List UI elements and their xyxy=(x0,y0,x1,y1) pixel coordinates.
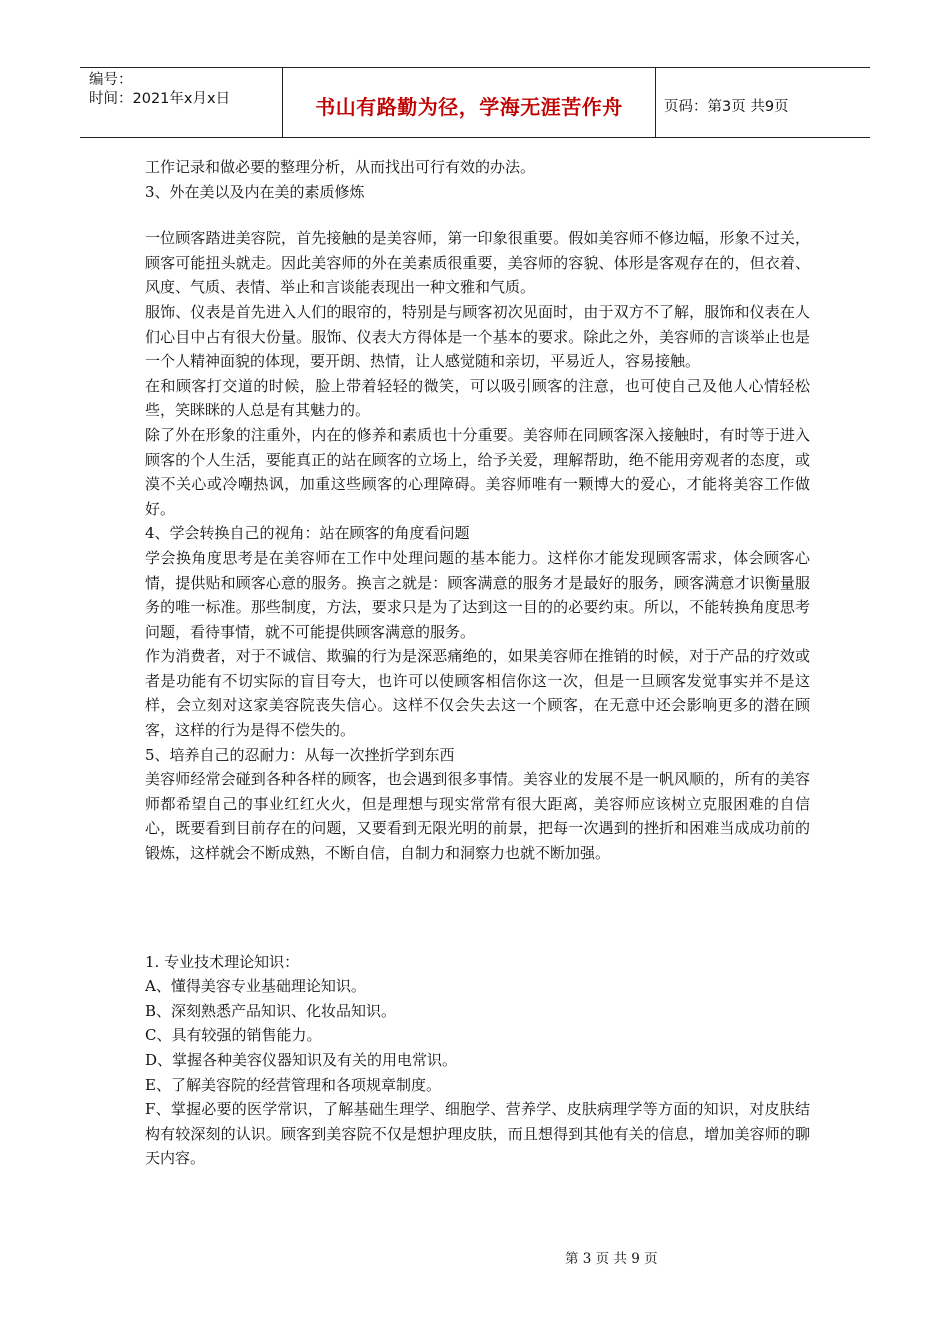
page-footer: 第 3 页 共 9 页 xyxy=(565,1251,658,1267)
header-page-label: 页码：第3页 共9页 xyxy=(664,99,789,115)
section-heading: 3、外在美以及内在美的素质修炼 xyxy=(145,182,365,201)
paragraph: 一位顾客踏进美容院，首先接触的是美容师，第一印象很重要。假如美容师不修边幅，形象不过关，顾客可能扭头就走。因此美容师的外在美素质很重要，美容师的容貌、体形是客观存在的，但衣着、风度、气质、表情、举止和言谈能表现出一种文雅和气质。 xyxy=(145,229,810,297)
document-body xyxy=(145,155,810,1171)
list-item: E、了解美容院的经营管理和各项规章制度。 xyxy=(145,1075,441,1094)
section-heading: 5、培养自己的忍耐力：从每一次挫折学到东西 xyxy=(145,745,455,764)
header-meta xyxy=(89,71,279,109)
header-divider xyxy=(655,68,656,137)
list-heading: 1. 专业技术理论知识： xyxy=(145,952,300,971)
list-item: A、懂得美容专业基础理论知识。 xyxy=(145,977,366,996)
paragraph: 学会换角度思考是在美容师在工作中处理问题的基本能力。这样你才能发现顾客需求，体会顾客心情，提供贴和顾客心意的服务。换言之就是：顾客满意的服务才是最好的服务，顾客满意才识衡量服务的唯一标准。那些制度，方法，要求只是为了达到这一目的的必要约束。所以，不能转换角度思考问题，看待事情，就不可能提供顾客满意的服务。 xyxy=(145,548,810,641)
list-item: C、具有较强的销售能力。 xyxy=(145,1026,322,1045)
paragraph: 工作记录和做必要的整理分析，从而找出可行有效的办法。 xyxy=(145,158,536,176)
document-header xyxy=(80,67,870,138)
paragraph: 在和顾客打交道的时候，脸上带着轻轻的微笑，可以吸引顾客的注意，也可使自己及他人心情轻松些，笑眯眯的人总是有其魅力的。 xyxy=(145,376,810,420)
list-item: B、深刻熟悉产品知识、化妆品知识。 xyxy=(145,1001,397,1020)
paragraph: 除了外在形象的注重外，内在的修养和素质也十分重要。美容师在同顾客深入接触时，有时等于进入顾客的个人生活，要能真正的站在顾客的立场上，给予关爱，理解帮助，绝不能用旁观者的态度，或漠不关心或冷嘲热讽，加重这些顾客的心理障碍。美容师唯有一颗博大的爱心，才能将美容工作做好。 xyxy=(145,425,810,518)
section-heading: 4、学会转换自己的视角：站在顾客的角度看问题 xyxy=(145,524,470,543)
list-item: D、掌握各种美容仪器知识及有关的用电常识。 xyxy=(145,1051,458,1069)
header-code-label: 编号： xyxy=(89,72,133,88)
header-date-label: 时间：2021年x月x日 xyxy=(89,91,231,107)
paragraph: 作为消费者，对于不诚信、欺骗的行为是深恶痛绝的，如果美容师在推销的时候，对于产品的疗效或者是功能有不切实际的盲目夸大，也许可以使顾客相信你这一次，但是一旦顾客发觉事实并不是这样，会立刻对这家美容院丧失信心。这样不仅会失去这一个顾客，在无意中还会影响更多的潜在顾客，这样的行为是得不偿失的。 xyxy=(145,647,810,740)
spacer xyxy=(145,204,810,226)
list-item: F、掌握必要的医学常识，了解基础生理学、细胞学、营养学、皮肤病理学等方面的知识，对皮肤结构有较深刻的认识。顾客到美容院不仅是想护理皮肤，而且想得到其他有关的信息，增加美容师的聊天内容。 xyxy=(145,1100,810,1168)
spacer xyxy=(145,866,810,950)
paragraph: 服饰、仪表是首先进入人们的眼帘的，特别是与顾客初次见面时，由于双方不了解，服饰和仪表在人们心目中占有很大份量。服饰、仪表大方得体是一个基本的要求。除此之外，美容师的言谈举止也是一个人精神面貌的体现，要开朗、热情，让人感觉随和亲切，平易近人，容易接触。 xyxy=(145,302,810,371)
paragraph: 美容师经常会碰到各种各样的顾客，也会遇到很多事情。美容业的发展不是一帆风顺的，所有的美容师都希望自己的事业红红火火，但是理想与现实常常有很大距离，美容师应该树立克服困难的自信心，既要看到目前存在的问题，又要看到无限光明的前景，把每一次遇到的挫折和困难当成成功前的锻炼，这样就会不断成熟，不断自信，自制力和洞察力也就不断加强。 xyxy=(145,770,810,863)
header-motto: 书山有路勤为径，学海无涯苦作舟 xyxy=(315,95,623,119)
